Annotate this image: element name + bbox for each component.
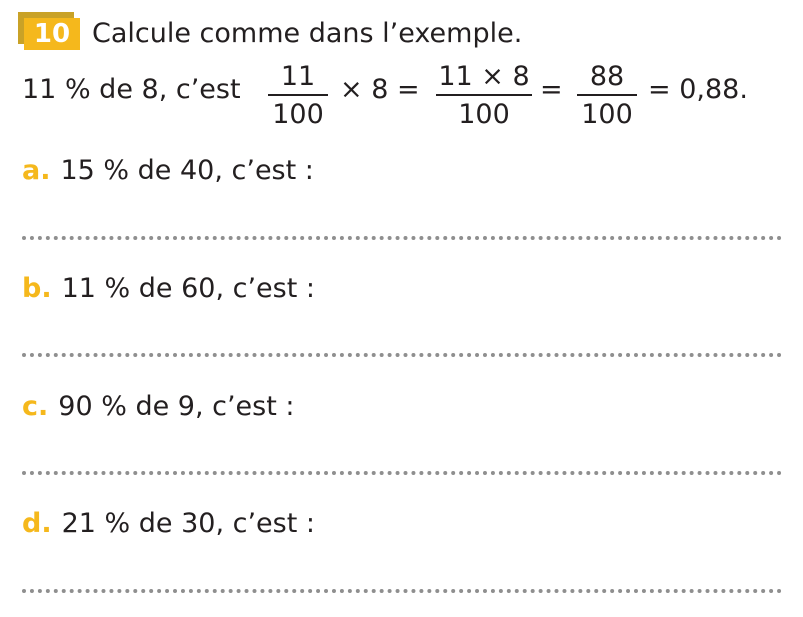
- example-fraction-1: [268, 60, 328, 130]
- question-text: 15 % de 40, c’est :: [60, 155, 314, 186]
- answer-line-d[interactable]: [22, 589, 782, 593]
- fraction-numerator: 11: [280, 61, 316, 92]
- exercise-number: 10: [24, 18, 80, 50]
- example-fraction-2: [436, 60, 532, 130]
- question-text: 21 % de 30, c’est :: [61, 508, 315, 539]
- exercise-number-badge: [18, 12, 80, 52]
- example-times-eight: × 8 =: [340, 74, 420, 105]
- question-letter: b.: [22, 273, 52, 304]
- answer-line-a[interactable]: [22, 236, 782, 240]
- question-d: [22, 507, 315, 541]
- fraction-numerator: 88: [589, 61, 625, 92]
- example-prefix: 11 % de 8, c’est: [22, 74, 241, 105]
- question-a: [22, 154, 314, 188]
- example-fraction-3: [577, 60, 637, 130]
- question-letter: d.: [22, 508, 52, 539]
- question-letter: c.: [22, 391, 49, 422]
- example-equals: =: [540, 74, 563, 105]
- fraction-denominator: 100: [458, 99, 510, 130]
- exercise-instruction: Calcule comme dans l’exemple.: [92, 18, 523, 49]
- fraction-denominator: 100: [581, 99, 633, 130]
- question-b: [22, 272, 315, 306]
- question-text: 11 % de 60, c’est :: [61, 273, 315, 304]
- example-result: = 0,88.: [648, 74, 748, 105]
- answer-line-c[interactable]: [22, 471, 782, 475]
- answer-line-b[interactable]: [22, 353, 782, 357]
- question-c: [22, 390, 295, 424]
- fraction-denominator: 100: [272, 99, 324, 130]
- question-letter: a.: [22, 155, 51, 186]
- fraction-numerator: 11 × 8: [438, 61, 530, 92]
- question-text: 90 % de 9, c’est :: [58, 391, 295, 422]
